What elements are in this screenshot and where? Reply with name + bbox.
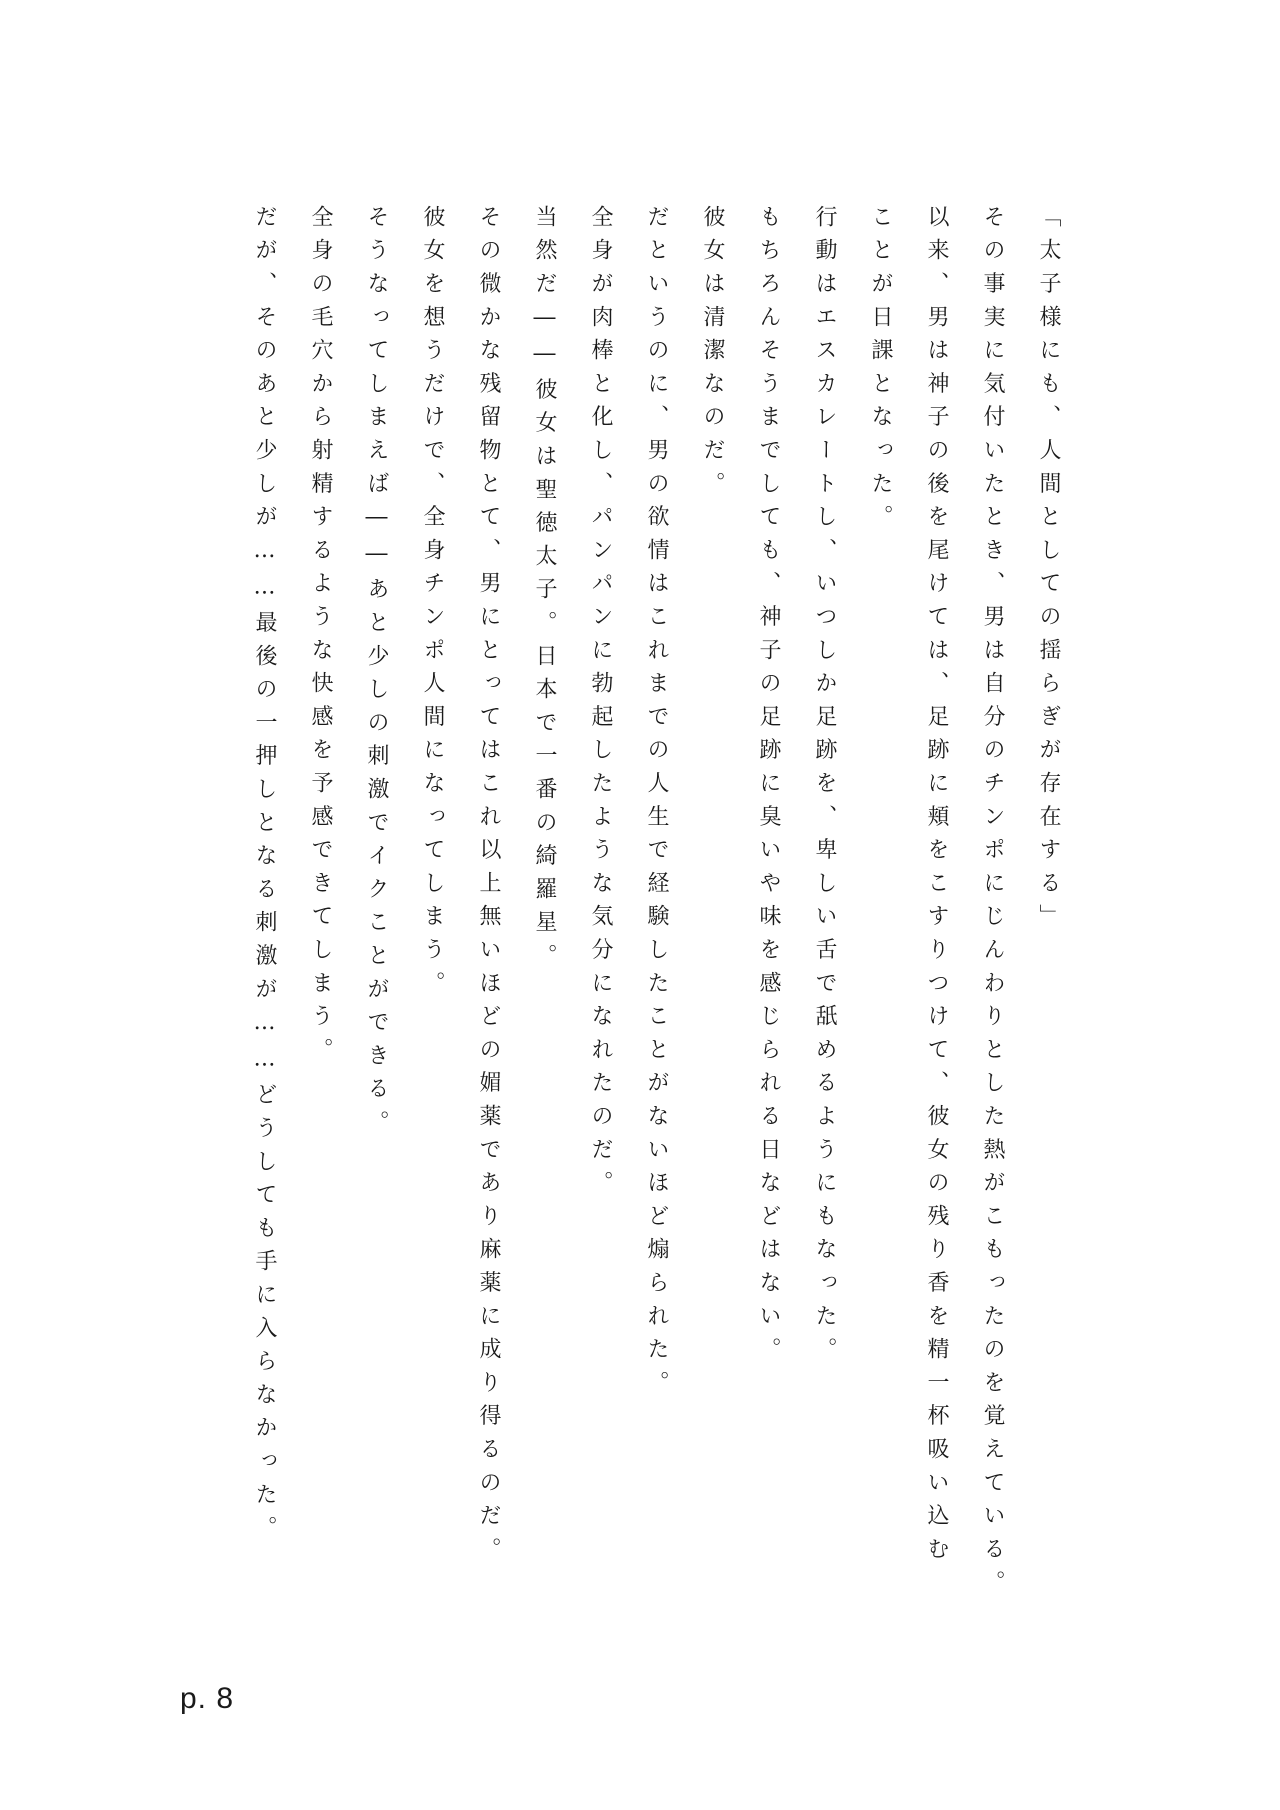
page-number: p. 8 <box>180 1682 235 1715</box>
text-line: 以来、男は神子の後を尾けては、足跡に頬をこすりつけて、彼女の残り香を精一杯吸い込む <box>924 205 949 1571</box>
text-line: ことが日課となった。 <box>868 205 893 538</box>
text-line: 「太子様にも、人間としての揺らぎが存在する」 <box>1036 205 1061 938</box>
text-line: その事実に気付いたとき、男は自分のチンポにじんわりとした熱がこもったのを覚えている。 <box>980 205 1005 1604</box>
vertical-text-body <box>212 205 1072 1645</box>
text-line: 彼女は清潔なのだ。 <box>700 205 725 505</box>
text-line: 全身の毛穴から射精するような快感を予感できてしまう。 <box>308 205 333 1071</box>
text-line: だが、そのあと少しが……最後の一押しとなる刺激が……どうしても手に入らなかった。 <box>252 205 277 1549</box>
text-line: 行動はエスカレートし、いつしか足跡を、卑しい舌で舐めるようにもなった。 <box>812 205 837 1371</box>
text-line: そうなってしまえば――あと少しの刺激でイクことができる。 <box>364 205 389 1144</box>
text-line: もちろんそうまでしても、神子の足跡に臭いや味を感じられる日などはない。 <box>756 205 781 1371</box>
text-line: 全身が肉棒と化し、パンパンに勃起したような気分になれたのだ。 <box>588 205 613 1204</box>
text-line: だというのに、男の欲情はこれまでの人生で経験したことがないほど煽られた。 <box>644 205 669 1404</box>
text-line: 彼女を想うだけで、全身チンポ人間になってしまう。 <box>420 205 445 1005</box>
text-line: 当然だ――彼女は聖徳太子。日本で一番の綺羅星。 <box>532 205 557 977</box>
text-line: その微かな残留物とて、男にとってはこれ以上無いほどの媚薬であり麻薬に成り得るのだ。 <box>476 205 501 1571</box>
